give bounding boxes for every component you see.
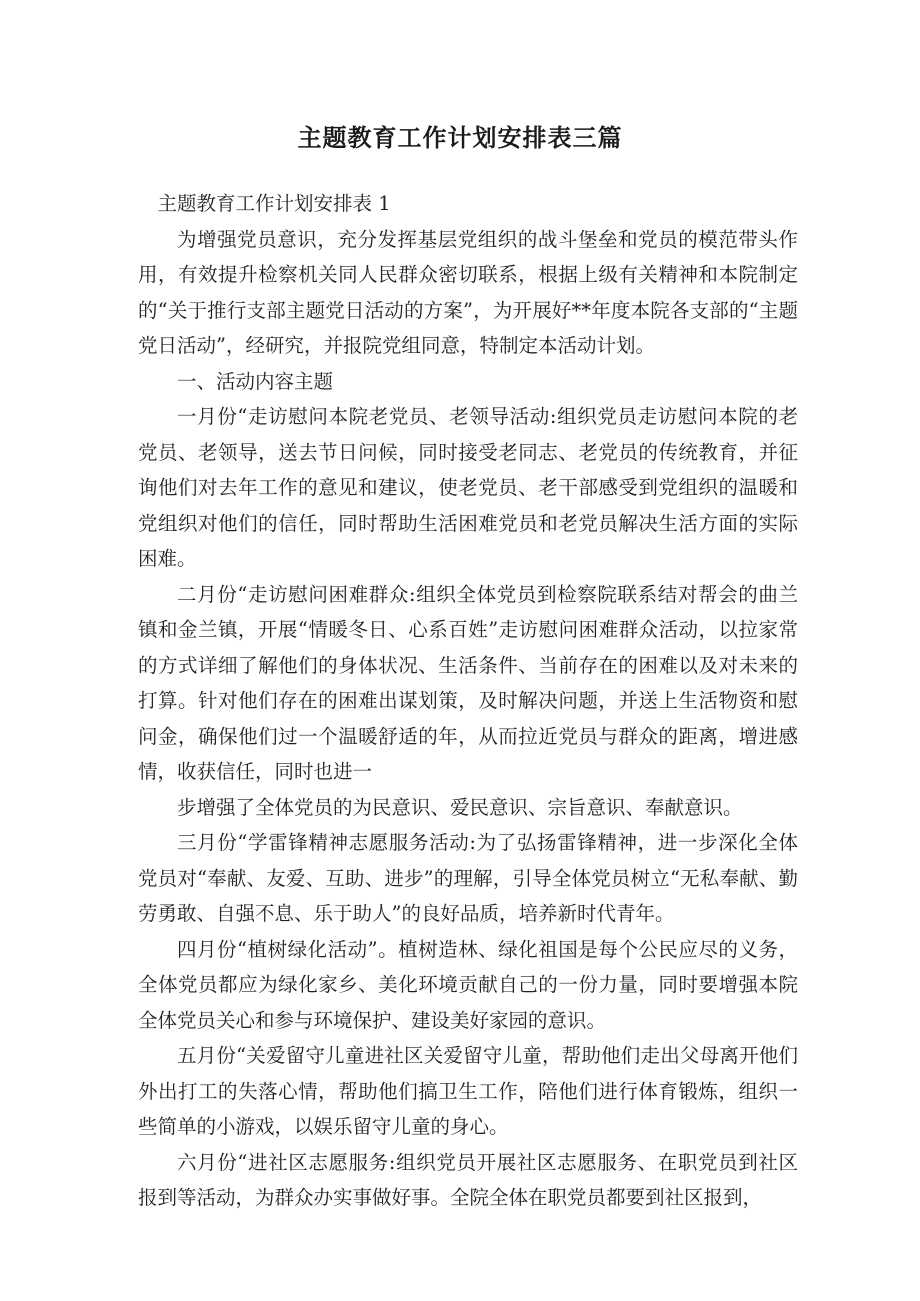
paragraph-february: 二月份“走访慰问困难群众:组织全体党员到检察院联系结对帮会的曲兰镇和金兰镇，开展“情暖冬日、心系百姓”走访慰问困难群众活动，以拉家常的方式详细了解他们的身体状况、生活条件、当前存在的困难以及对未来的打算。针对他们存在的困难出谋划策，及时解决问题，并送上生活物资和慰问金，确保他们过一个温暖舒适的年，从而拉近党员与群众的距离，增进感情，收获信任，同时也进一	[138, 582, 798, 783]
section-heading: 一、活动内容主题	[177, 369, 334, 393]
document-title: 主题教育工作计划安排表三篇	[297, 124, 623, 152]
paragraph-march: 三月份“学雷锋精神志愿服务活动:为了弘扬雷锋精神，进一步深化全体党员对“奉献、友爱、互助、进步”的理解，引导全体党员树立“无私奉献、勤劳勇敢、自强不息、乐于助人”的良好品质，培养新时代青年。	[138, 831, 798, 925]
paragraph-june: 六月份“进社区志愿服务:组织党员开展社区志愿服务、在职党员到社区报到等活动，为群众办实事做好事。全院全体在职党员都要到社区报到，	[138, 1150, 798, 1209]
paragraph-february-continued: 步增强了全体党员的为民意识、爱民意识、宗旨意识、奉献意识。	[177, 795, 743, 819]
document-body	[138, 186, 798, 1216]
paragraph-may: 五月份“关爱留守儿童进社区关爱留守儿童，帮助他们走出父母离开他们外出打工的失落心情，帮助他们搞卫生工作，陪他们进行体育锻炼，组织一些简单的小游戏，以娱乐留守儿童的身心。	[138, 1044, 798, 1138]
paragraph-intro: 为增强党员意识，充分发挥基层党组织的战斗堡垒和党员的模范带头作用，有效提升检察机关同人民群众密切联系，根据上级有关精神和本院制定的“关于推行支部主题党日活动的方案”，为开展好**年度本院各支部的“主题党日活动”，经研究，并报院党组同意，特制定本活动计划。	[138, 227, 798, 357]
section-subtitle: 主题教育工作计划安排表 1	[157, 192, 391, 215]
paragraph-january: 一月份“走访慰问本院老党员、老领导活动:组织党员走访慰问本院的老党员、老领导，送去节日问候，同时接受老同志、老党员的传统教育，并征询他们对去年工作的意见和建议，使老党员、老干部感受到党组织的温暖和党组织对他们的信任，同时帮助生活困难党员和老党员解决生活方面的实际困难。	[138, 405, 798, 570]
paragraph-april: 四月份“植树绿化活动”。植树造林、绿化祖国是每个公民应尽的义务，全体党员都应为绿化家乡、美化环境贡献自己的一份力量，同时要增强本院全体党员关心和参与环境保护、建设美好家园的意识。	[138, 937, 798, 1032]
